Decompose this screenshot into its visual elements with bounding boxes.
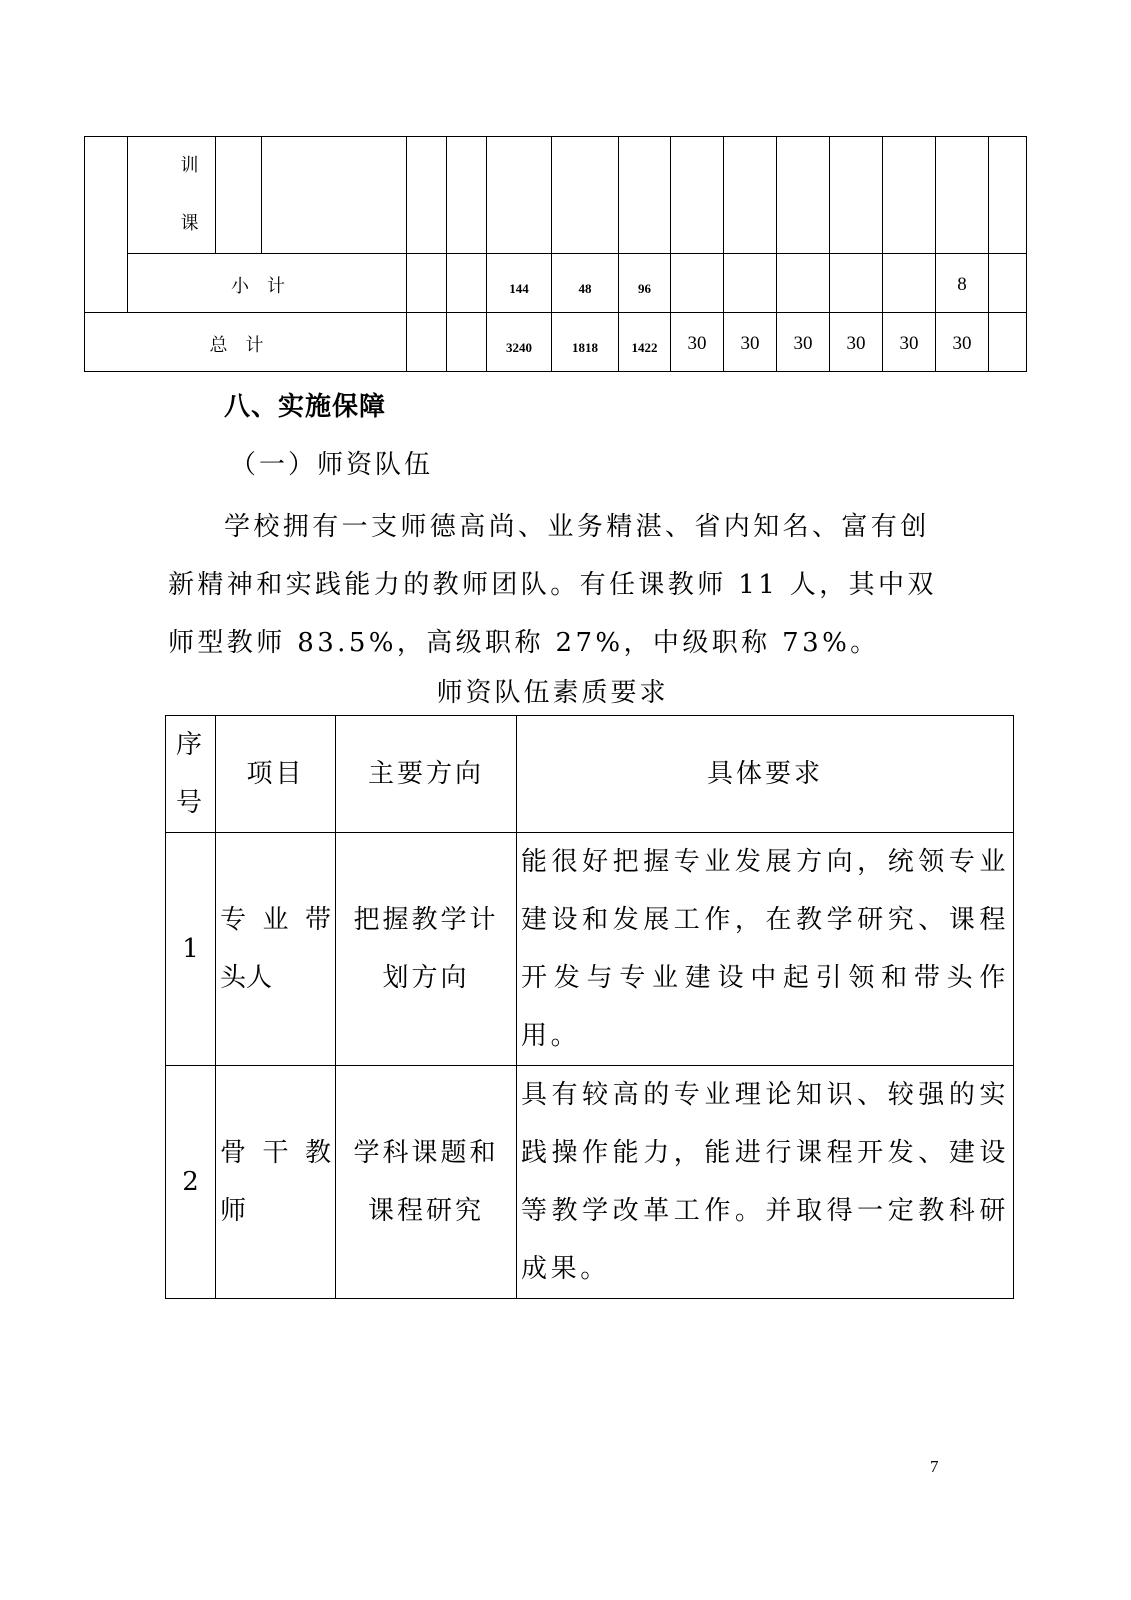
table-cell xyxy=(724,313,777,372)
staff-table xyxy=(165,715,1014,1299)
row-item-line: 专业带 xyxy=(220,905,331,935)
table-cell xyxy=(830,313,883,372)
table-cell xyxy=(85,137,128,313)
row-direction xyxy=(336,833,517,1066)
paragraph-line: 新精神和实践能力的教师团队。有任课教师 11 人，其中双 xyxy=(168,570,937,600)
total-semester-value: 30 xyxy=(687,333,707,354)
subtotal-hours-theory: 48 xyxy=(578,280,592,296)
subtotal-row xyxy=(85,254,1027,313)
table-cell xyxy=(671,137,724,254)
total-hours-total: 3240 xyxy=(506,339,532,355)
table-cell xyxy=(883,137,936,254)
row-seq: 1 xyxy=(166,833,216,1066)
training-label-cell xyxy=(128,137,216,254)
subtotal-hours-total: 144 xyxy=(509,280,529,296)
section-heading: 八、实施保障 xyxy=(224,392,387,422)
header-seq-char: 号 xyxy=(175,788,205,818)
table-cell xyxy=(216,137,262,254)
table-cell xyxy=(671,313,724,372)
staff-table-title: 师资队伍素质要求 xyxy=(436,678,669,708)
subtotal-label-cell xyxy=(128,254,407,313)
table-cell xyxy=(407,313,447,372)
row-requirement: 能很好把握专业发展方向，统领专业建设和发展工作，在教学研究、课程开发与专业建设中起引领和带头作用。 xyxy=(517,833,1014,1066)
paragraph-line: 师型教师 83.5%，高级职称 27%，中级职称 73%。 xyxy=(168,628,880,658)
header-item: 项目 xyxy=(216,716,336,833)
table-cell xyxy=(619,137,671,254)
table-cell xyxy=(619,254,671,313)
header-seq xyxy=(166,716,216,833)
row-direction-line: 划方向 xyxy=(382,963,470,993)
table-cell xyxy=(487,313,552,372)
table-cell xyxy=(619,313,671,372)
header-direction: 主要方向 xyxy=(336,716,517,833)
table-cell xyxy=(830,137,883,254)
table-cell xyxy=(447,254,487,313)
table-cell xyxy=(989,254,1027,313)
table-cell xyxy=(407,254,447,313)
row-seq: 2 xyxy=(166,1066,216,1299)
row-direction-line: 课程研究 xyxy=(367,1196,484,1226)
row-item-line: 师 xyxy=(220,1196,247,1226)
total-row xyxy=(85,313,1027,372)
total-semester-value: 30 xyxy=(899,333,919,354)
total-semester-value: 30 xyxy=(952,333,972,354)
table-cell xyxy=(936,313,989,372)
row-requirement: 具有较高的专业理论知识、较强的实践操作能力，能进行课程开发、建设等教学改革工作。并取得一定教科研成果。 xyxy=(517,1066,1014,1299)
row-direction-line: 学科课题和 xyxy=(353,1138,499,1168)
table-cell xyxy=(487,254,552,313)
table-cell xyxy=(777,254,830,313)
table-row xyxy=(85,137,1027,254)
paragraph-line: 学校拥有一支师德高尚、业务精湛、省内知名、富有创 xyxy=(224,512,930,542)
table-cell xyxy=(777,313,830,372)
total-semester-value: 30 xyxy=(793,333,813,354)
table-row xyxy=(166,1066,1014,1299)
subtotal-label: 小计 xyxy=(231,276,303,297)
row-direction xyxy=(336,1066,517,1299)
table-cell xyxy=(724,137,777,254)
table-cell xyxy=(552,313,619,372)
subtotal-hours-practice: 96 xyxy=(638,280,651,296)
training-label-char: 课 xyxy=(180,213,199,234)
table-cell xyxy=(671,254,724,313)
row-item xyxy=(216,1066,336,1299)
row-item-line: 骨干教 xyxy=(220,1138,331,1168)
table-cell xyxy=(936,254,989,313)
table-cell xyxy=(447,137,487,254)
table-cell xyxy=(989,137,1027,254)
section-subheading: （一）师资队伍 xyxy=(230,450,434,480)
page-number: 7 xyxy=(930,1457,939,1476)
table-cell xyxy=(883,254,936,313)
table-header-row xyxy=(166,716,1014,833)
header-requirement: 具体要求 xyxy=(517,716,1014,833)
training-label-char: 训 xyxy=(180,155,199,176)
table-cell xyxy=(552,254,619,313)
row-direction-line: 把握教学计 xyxy=(353,905,499,935)
table-cell xyxy=(407,137,447,254)
total-label-cell xyxy=(85,313,407,372)
table-cell xyxy=(936,137,989,254)
table-cell xyxy=(724,254,777,313)
row-item-line: 头人 xyxy=(220,963,273,993)
table-cell xyxy=(447,313,487,372)
table-cell xyxy=(262,137,407,254)
total-semester-value: 30 xyxy=(740,333,760,354)
row-item xyxy=(216,833,336,1066)
table-cell xyxy=(830,254,883,313)
table-cell xyxy=(989,313,1027,372)
table-cell xyxy=(883,313,936,372)
table-row xyxy=(166,833,1014,1066)
subtotal-semester-value: 8 xyxy=(957,274,967,295)
table-cell xyxy=(552,137,619,254)
table-cell xyxy=(777,137,830,254)
table-cell xyxy=(487,137,552,254)
total-semester-value: 30 xyxy=(846,333,866,354)
credit-table xyxy=(84,136,1027,372)
header-seq-char: 序 xyxy=(175,730,205,760)
total-label: 总计 xyxy=(209,335,282,356)
total-hours-theory: 1818 xyxy=(572,339,598,355)
staff-paragraph xyxy=(168,498,968,672)
total-hours-practice: 1422 xyxy=(631,339,658,355)
